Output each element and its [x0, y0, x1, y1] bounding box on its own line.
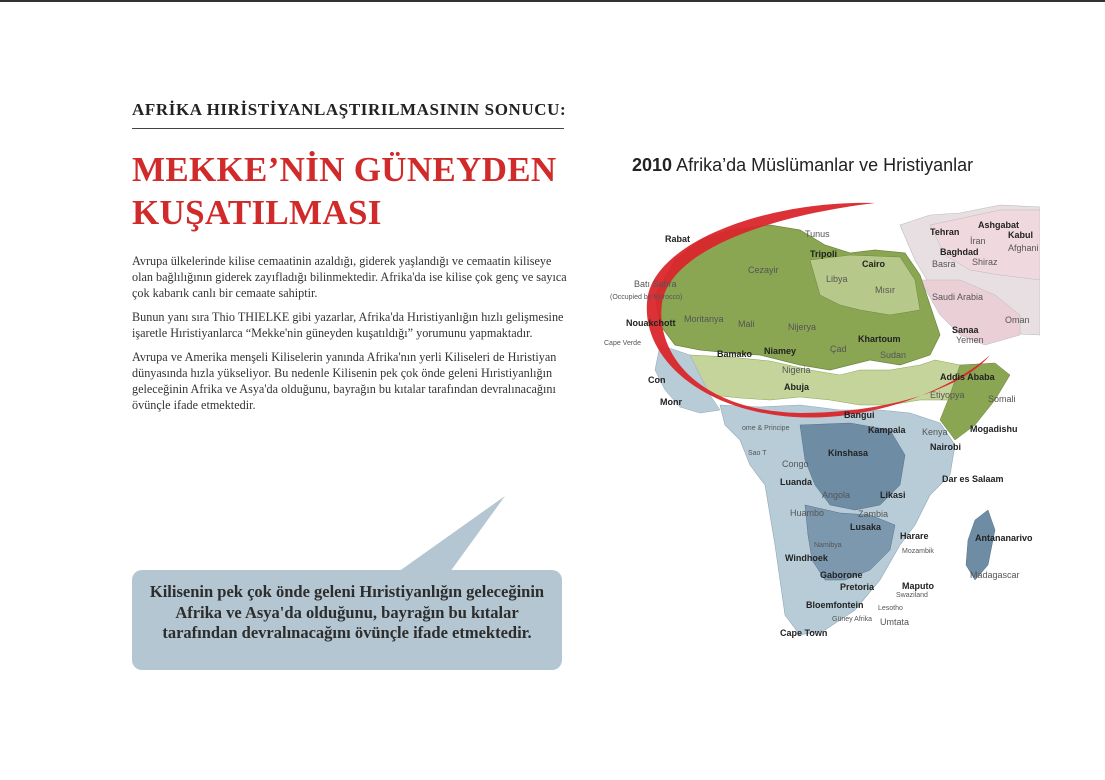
label-tehran: Tehran [930, 227, 960, 237]
label-moritanya: Moritanya [684, 314, 724, 324]
label-dar: Dar es Salaam [942, 474, 1004, 484]
label-bloemfontein: Bloemfontein [806, 600, 864, 610]
label-nigeria: Nigeria [782, 365, 811, 375]
headline [132, 148, 582, 234]
label-iran: İran [970, 236, 986, 246]
label-misir: Mısır [875, 285, 895, 295]
label-abuja: Abuja [784, 382, 810, 392]
label-kabul: Kabul [1008, 230, 1034, 240]
paragraph-1: Avrupa ülkelerinde kilise cemaatinin azaldığı, giderek yaşlandığı ve cemaatin kiliseye olan bağlılığının giderek zayıfladığı bilinmektedir. Afrika'da ise kilise çok genç ve sayıca çok kabarık canlı bir cemaate sahiptir. [132, 254, 567, 300]
label-afghan: Afghani [1008, 243, 1039, 253]
label-saudi: Saudi Arabia [932, 292, 984, 302]
label-antananarivo: Antananarivo [975, 533, 1033, 543]
map-title-year: 2010 [632, 155, 673, 175]
label-cairo: Cairo [862, 259, 886, 269]
label-lesotho: Lesotho [878, 605, 903, 612]
label-zambia: Zambia [858, 509, 889, 519]
label-monrovia: Monr [660, 397, 682, 407]
label-ashgabat: Ashgabat [978, 220, 1020, 230]
label-cape-town: Cape Town [780, 628, 828, 638]
africa-map [600, 185, 1040, 645]
label-somali: Somali [988, 394, 1016, 404]
label-umtata: Umtata [880, 617, 910, 627]
label-huambo: Huambo [790, 508, 825, 518]
map-title [632, 155, 973, 176]
label-kenya: Kenya [922, 427, 948, 437]
label-tunus: Tunus [805, 229, 830, 239]
label-etyopya: Etiyopya [930, 390, 965, 400]
label-likasi: Likasi [880, 490, 906, 500]
label-guney-afrika: Güney Afrika [832, 616, 873, 623]
label-namibia: Namibya [814, 542, 842, 549]
callout-tail [380, 494, 510, 574]
label-yemen: Yemen [956, 335, 984, 345]
label-windhoek: Windhoek [785, 553, 828, 563]
paragraph-2: Bunun yanı sıra Thio THIELKE gibi yazarlar, Afrika'da Hıristiyanlığın hızlı gelişmesine işaretle Hıristiyanlarca “Mekke'nin güneyden kuşatıldığı” yorumunu yapmaktadır. [132, 310, 564, 340]
label-rabat: Rabat [665, 234, 691, 244]
label-bati-sahra: Batı Sahra [634, 279, 677, 289]
label-lusaka: Lusaka [850, 522, 882, 532]
label-baghdad: Baghdad [940, 247, 979, 257]
label-stome: ome & Principe [742, 425, 790, 432]
top-border-line [0, 0, 1105, 2]
label-basra: Basra [932, 259, 956, 269]
label-luanda: Luanda [780, 477, 813, 487]
label-kampala: Kampala [868, 425, 906, 435]
label-nouakchott: Nouakchott [626, 318, 676, 328]
label-mogadishu: Mogadishu [970, 424, 1018, 434]
headline-line-2: KUŞATILMASI [132, 193, 382, 232]
label-cape-verde: Cape Verde [604, 340, 641, 347]
label-angola: Angola [822, 490, 851, 500]
label-addis: Addis Ababa [940, 372, 995, 382]
label-gaborone: Gaborone [820, 570, 863, 580]
label-madagascar: Madagascar [970, 570, 1020, 580]
label-occupied: (Occupied by Morocco) [610, 294, 683, 301]
headline-line-1: MEKKE’NİN GÜNEYDEN [132, 150, 557, 189]
label-khartoum: Khartoum [858, 334, 901, 344]
label-niamey: Niamey [764, 346, 797, 356]
label-saotome: Sao T [748, 450, 767, 457]
label-harare: Harare [900, 531, 929, 541]
label-cad: Çad [830, 344, 847, 354]
label-nijerya-n: Nijerya [788, 322, 817, 332]
label-cezayir: Cezayir [748, 265, 779, 275]
label-libya: Libya [826, 274, 848, 284]
label-oman: Oman [1005, 315, 1030, 325]
label-mali: Mali [738, 319, 755, 329]
label-conakry: Con [648, 375, 666, 385]
label-bamako: Bamako [717, 349, 753, 359]
label-tripoli: Tripoli [810, 249, 837, 259]
label-nairobi: Nairobi [930, 442, 962, 452]
label-sudan: Sudan [880, 350, 907, 360]
label-maputo: Maputo [902, 581, 934, 591]
kicker-heading: AFRİKA HIRİSTİYANLAŞTIRILMASININ SONUCU: [132, 100, 567, 119]
kicker-underline [132, 128, 564, 129]
label-swaziland: Swaziland [896, 592, 928, 599]
label-bangui: Bangui [844, 410, 875, 420]
map-title-text: Afrika’da Müslümanlar ve Hristiyanlar [676, 155, 974, 175]
label-congo: Congo [782, 459, 809, 469]
body-text [132, 253, 568, 421]
paragraph-3: Avrupa ve Amerika menşeli Kiliselerin yanında Afrika'nın yerli Kiliseleri de Hıristiyan dünyasında hızla yükseliyor. Bu nedenle Kilisenin pek çok önde geleni Hıristiyanlığın geleceğinin Afrika ve Asya'da olduğunu, bayrağın bu kıtalar tarafından devralınacağını övünçle ifade etmektedir. [132, 350, 557, 412]
label-sanaa: Sanaa [952, 325, 979, 335]
label-shiraz: Shiraz [972, 257, 998, 267]
label-pretoria: Pretoria [840, 582, 875, 592]
callout-text: Kilisenin pek çok önde geleni Hıristiyanlığın geleceğinin Afrika ve Asya'da olduğunu, bayrağın bu kıtalar tarafından devralınacağını övünçle ifade etmektedir. [149, 582, 545, 642]
label-kinshasa: Kinshasa [828, 448, 869, 458]
label-mozambik: Mozambik [902, 548, 934, 555]
